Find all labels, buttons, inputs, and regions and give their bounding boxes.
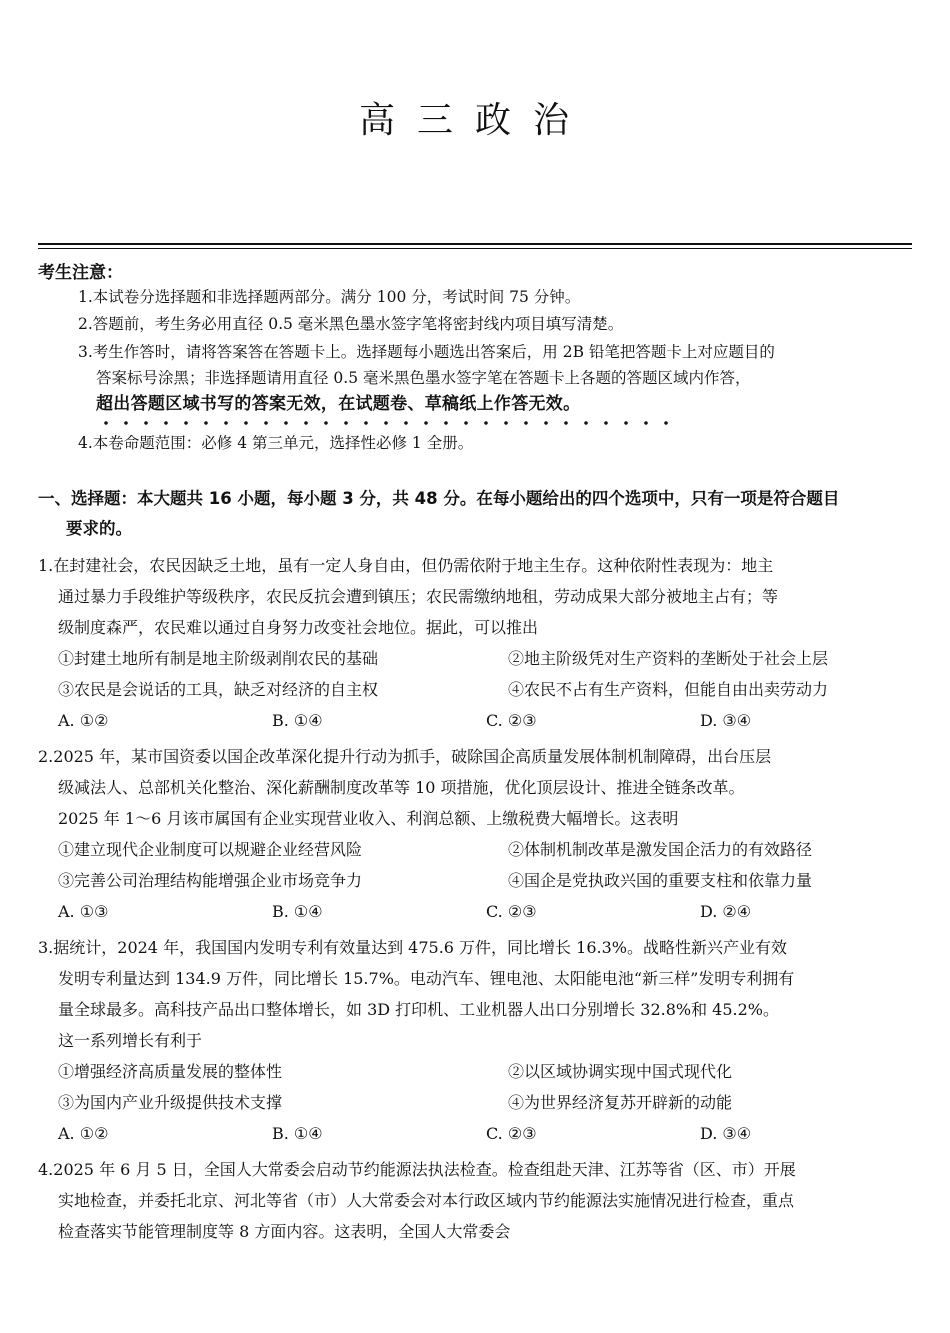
choice-c: C. ②③	[486, 1124, 537, 1143]
stem-line: 1.在封建社会，农民因缺乏土地，虽有一定人身自由，但仍需依附于地主生存。这种依附性表现为：地主	[38, 556, 774, 575]
stem-line: 2.2025 年，某市国资委以国企改革深化提升行动为抓手，破除国企高质量发展体制机制障碍，出台压层	[38, 747, 772, 766]
option-row	[38, 865, 914, 896]
option-4: ④国企是党执政兴国的重要支柱和依靠力量	[508, 871, 813, 890]
question-2	[38, 741, 914, 927]
question-1	[38, 550, 914, 736]
choice-d: D. ③④	[700, 1124, 752, 1143]
option-2: ②体制机制改革是激发国企活力的有效路径	[508, 840, 813, 859]
stem-line: 发明专利量达到 134.9 万件，同比增长 15.7%。电动汽车、锂电池、太阳能电池“新三样”发明专利拥有	[58, 969, 795, 988]
notice-line: 答案标号涂黑；非选择题请用直径 0.5 毫米黑色墨水签字笔在答题卡上各题的答题区域内作答，	[96, 369, 751, 387]
answer-choices	[38, 896, 914, 927]
question-stem	[38, 932, 914, 1056]
notice-item-4	[78, 430, 914, 456]
notice-line: 4.本卷命题范围：必修 4 第三单元，选择性必修 1 全册。	[78, 434, 474, 452]
choice-b: B. ①④	[272, 711, 323, 730]
stem-line: 2025 年 1～6 月该市属国有企业实现营业收入、利润总额、上缴税费大幅增长。这表明	[58, 809, 679, 828]
question-stem	[38, 1154, 914, 1247]
header-rule-thin	[38, 248, 912, 249]
notice-line: 2.答题前，考生务必用直径 0.5 毫米黑色墨水签字笔将密封线内项目填写清楚。	[78, 315, 624, 333]
question-4	[38, 1154, 914, 1247]
stem-line: 3.据统计，2024 年，我国国内发明专利有效量达到 475.6 万件，同比增长 16.3%。战略性新兴产业有效	[38, 938, 787, 957]
answer-choices	[38, 1118, 914, 1149]
notice-line: 1.本试卷分选择题和非选择题两部分。满分 100 分，考试时间 75 分钟。	[78, 288, 581, 306]
question-stem	[38, 550, 914, 643]
notice-item-2	[78, 311, 914, 337]
stem-line: 这一系列增长有利于	[58, 1031, 203, 1050]
section-heading-line: 要求的。	[66, 519, 132, 538]
notice-heading: 考生注意：	[38, 263, 123, 283]
choice-d: D. ②④	[700, 902, 752, 921]
page-title: 高三政治	[358, 100, 591, 141]
stem-line: 级减法人、总部机关化整治、深化薪酬制度改革等 10 项措施，优化顶层设计、推进全链条改革。	[58, 778, 745, 797]
option-3: ③农民是会说话的工具，缺乏对经济的自主权	[58, 680, 379, 699]
choice-b: B. ①④	[272, 902, 323, 921]
question-stem	[38, 741, 914, 834]
option-2: ②地主阶级凭对生产资料的垄断处于社会上层	[508, 649, 829, 668]
choice-c: C. ②③	[486, 711, 537, 730]
notice-item-1	[78, 284, 914, 310]
notice-item-3	[78, 339, 914, 417]
stem-line: 量全球最多。高科技产品出口整体增长，如 3D 打印机、工业机器人出口分别增长 32.8%和 45.2%。	[58, 1000, 780, 1019]
notice-line: 3.考生作答时，请将答案答在答题卡上。选择题每小题选出答案后，用 2B 铅笔把答题卡上对应题目的	[78, 343, 775, 361]
stem-line: 通过暴力手段维护等级秩序，农民反抗会遭到镇压；农民需缴纳地租，劳动成果大部分被地主占有；等	[58, 587, 779, 606]
emphasis-dots	[96, 420, 671, 426]
option-row	[38, 674, 914, 705]
choice-d: D. ③④	[700, 711, 752, 730]
option-row	[38, 1087, 914, 1118]
option-row	[38, 643, 914, 674]
stem-line: 实地检查，并委托北京、河北等省（市）人大常委会对本行政区域内节约能源法实施情况进行检查，重点	[58, 1191, 795, 1210]
choice-b: B. ①④	[272, 1124, 323, 1143]
choice-a: A. ①③	[58, 902, 109, 921]
section-heading-line: 一、选择题：本大题共 16 小题，每小题 3 分，共 48 分。在每小题给出的四个选项中，只有一项是符合题目	[38, 489, 840, 508]
option-1: ①建立现代企业制度可以规避企业经营风险	[58, 840, 363, 859]
option-3: ③完善公司治理结构能增强企业市场竞争力	[58, 871, 363, 890]
option-2: ②以区域协调实现中国式现代化	[508, 1062, 733, 1081]
question-3	[38, 932, 914, 1149]
stem-line: 检查落实节能管理制度等 8 方面内容。这表明，全国人大常委会	[58, 1222, 511, 1241]
option-1: ①封建土地所有制是地主阶级剥削农民的基础	[58, 649, 379, 668]
section-heading	[38, 484, 914, 544]
option-row	[38, 1056, 914, 1087]
option-4: ④农民不占有生产资料，但能自由出卖劳动力	[508, 680, 829, 699]
option-3: ③为国内产业升级提供技术支撑	[58, 1093, 283, 1112]
notice-emphasis-line: 超出答题区域书写的答案无效，在试题卷、草稿纸上作答无效。	[96, 394, 581, 414]
stem-line: 级制度森严，农民难以通过自身努力改变社会地位。据此，可以推出	[58, 618, 539, 637]
choice-c: C. ②③	[486, 902, 537, 921]
answer-choices	[38, 705, 914, 736]
choice-a: A. ①②	[58, 711, 109, 730]
choice-a: A. ①②	[58, 1124, 109, 1143]
option-4: ④为世界经济复苏开辟新的动能	[508, 1093, 733, 1112]
option-row	[38, 834, 914, 865]
header-rule-thick	[38, 243, 912, 245]
option-1: ①增强经济高质量发展的整体性	[58, 1062, 283, 1081]
stem-line: 4.2025 年 6 月 5 日，全国人大常委会启动节约能源法执法检查。检查组赴天津、江苏等省（区、市）开展	[38, 1160, 796, 1179]
